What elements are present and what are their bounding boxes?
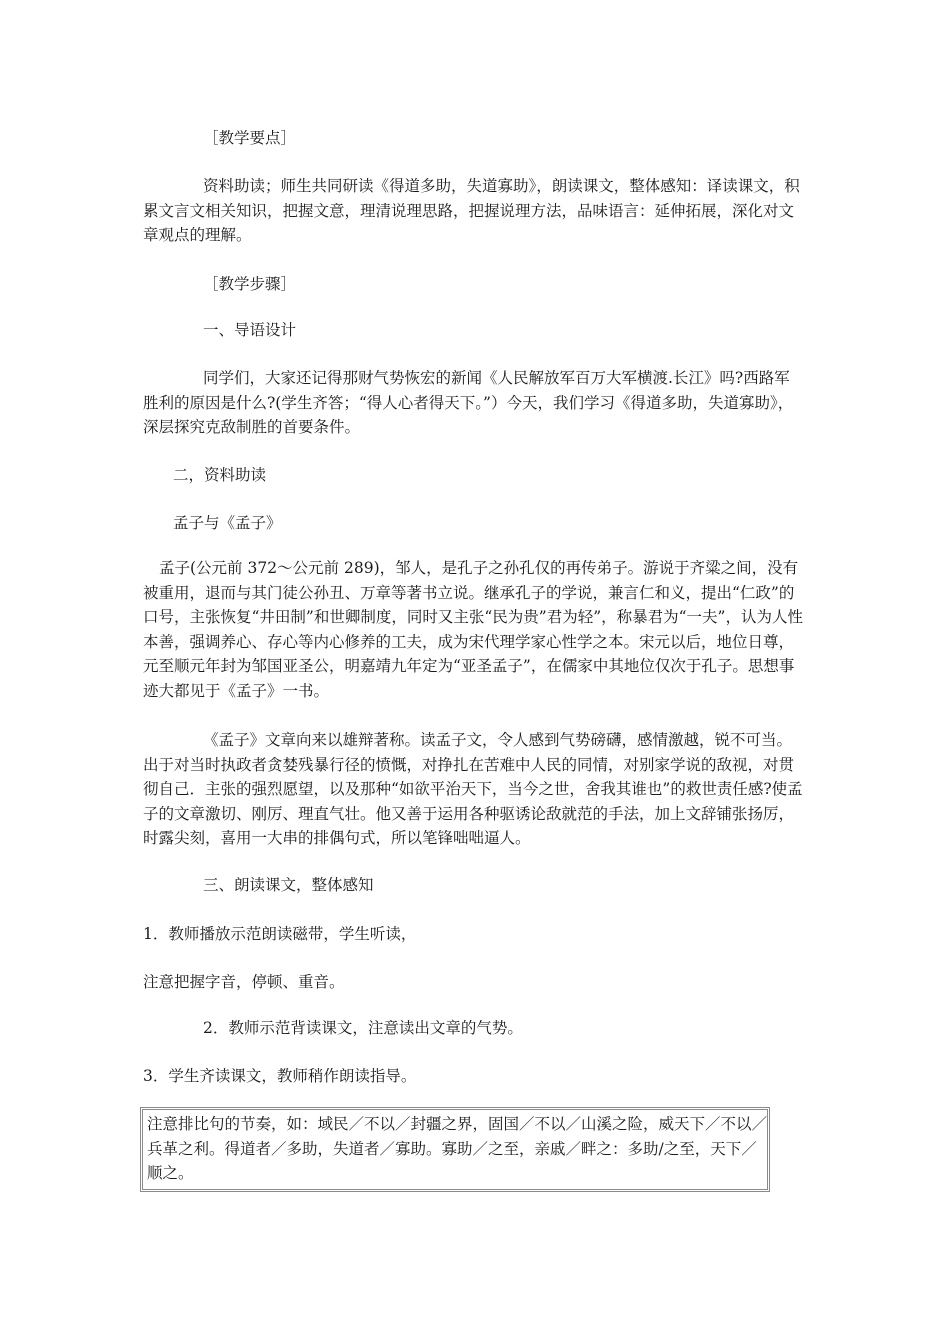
teaching-points-body: 资料助读；师生共同研读《得道多助，失道寡助》，朗读课文，整体感知：译读课文，积累文言文相关知识，把握文意，理清说理思路，把握说理方法，品味语言：延伸拓展，深化对文章观点的理解。 — [143, 177, 800, 244]
step-1-line-2: 注意把握字音，停顿、重音。 — [143, 973, 345, 991]
step-1-line-1: 1．教师播放示范朗读磁带，学生听读， — [143, 925, 417, 943]
section-1-body: 同学们，大家还记得那财气势恢宏的新闻《人民解放军百万大军横渡.长江》吗?西路军胜利的原因是什么?(学生齐答；“得人心者得天下。”）今天，我们学习《得道多助，失道寡助》，深层探究克敌制胜的首要条件。 — [143, 369, 794, 436]
rhythm-note-text: 注意排比句的节奏，如：域民／不以／封疆之界，固国／不以／山溪之险，威天下／不以／兵革之利。得道者／多助，失道者／寡助。寡助／之至，亲戚／畔之：多助/之至，天下／顺之。 — [147, 1115, 768, 1182]
rhythm-note-box — [140, 1107, 770, 1192]
step-3: 3．学生齐读课文，教师稍作朗读指导。 — [143, 1067, 417, 1085]
section-3-title: 三、朗读课文，整体感知 — [203, 876, 374, 894]
heading-teaching-points: ［教学要点］ — [203, 129, 297, 147]
heading-teaching-steps: ［教学步骤］ — [203, 275, 297, 293]
section-1-title: 一、导语设计 — [203, 321, 297, 339]
mengzi-writing-style: 《孟子》文章向来以雄辩著称。读孟子文，令人感到气势磅礴，感情激越，锐不可当。出于对当时执政者贪婪残暴行径的愤慨，对挣扎在苦难中人民的同情，对别家学说的敌视，对贯彻自己．主张的强烈愿望，以及那种“如欲平治天下，当今之世，舍我其谁也”的救世责任感?使孟子的文章激切、刚厉、理直气壮。他又善于运用各种驱诱论敌就范的手法，加上文辞铺张扬厉，时露尖刻，喜用一大串的排偶句式，所以笔锋咄咄逼人。 — [143, 731, 803, 847]
section-2-title: 二，资料助读 — [173, 466, 267, 484]
mengzi-biography: 孟子(公元前 372～公元前 289)，邹人，是孔子之孙孔仅的再传弟子。游说于齐粱之间，没有被重用，退而与其门徒公孙丑、万章等著书立说。继承孔子的学说，兼言仁和义，提出“仁政”的口号，主张恢复“井田制”和世卿制度，同时又主张“民为贵”君为轻”，称暴君为“一夫”，认为人性本善，强调养心、存心等内心修养的工夫，成为宋代理学家心性学之本。宋元以后，地位日尊，元至顺元年封为邹国亚圣公，明嘉靖九年定为“亚圣孟子”，在儒家中其地位仅次于孔子。思想事迹大都见于《孟子》一书。 — [143, 559, 803, 700]
section-2-subtitle: 孟子与《孟子》 — [173, 514, 282, 532]
step-2: 2．教师示范背读课文，注意读出文章的气势。 — [203, 1019, 523, 1037]
